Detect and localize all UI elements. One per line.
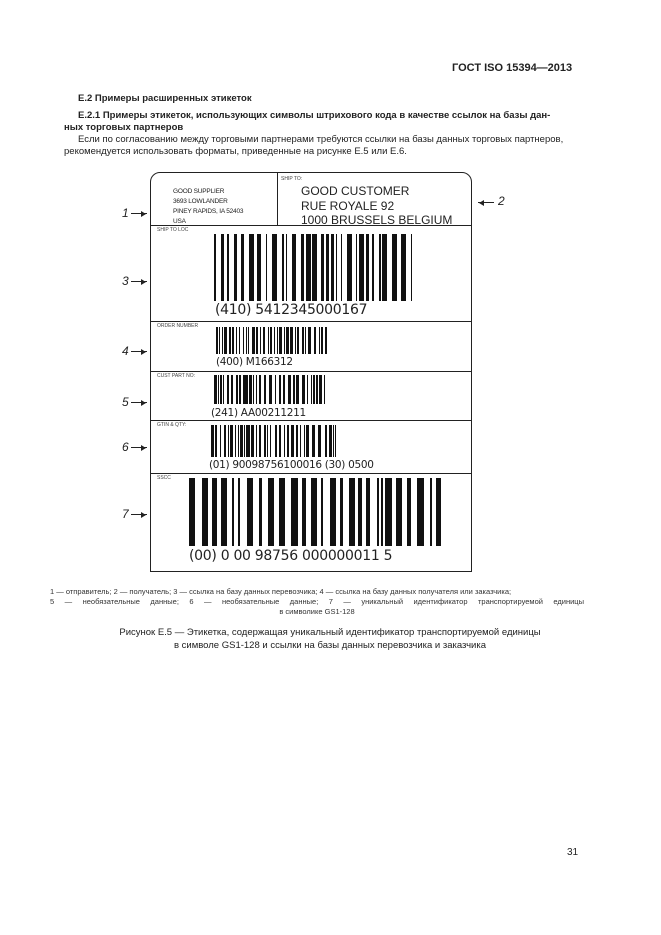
- barcode-bar: [245, 375, 248, 404]
- barcode-bar: [249, 375, 252, 404]
- section-caption: ORDER NUMBER: [157, 323, 199, 329]
- barcode-bar: [286, 327, 289, 354]
- barcode-bar: [309, 327, 311, 354]
- section-caption: SHIP TO LOC: [157, 227, 189, 233]
- barcode-bar: [212, 478, 216, 546]
- callout-4: 4: [122, 344, 129, 358]
- barcode-bar: [243, 327, 244, 354]
- barcode-bar: [312, 425, 315, 457]
- barcode-bar: [259, 425, 261, 457]
- barcode-bar: [259, 478, 261, 546]
- barcode-bar: [286, 234, 288, 301]
- barcode-bar: [239, 375, 241, 404]
- barcode-bar: [318, 425, 321, 457]
- barcode-bar: [246, 327, 248, 354]
- standard-header: ГОСТ ISO 15394—2013: [452, 62, 573, 74]
- section-title: Е.2 Примеры расширенных этикеток: [78, 93, 252, 104]
- barcode-bar: [381, 478, 383, 546]
- barcode-bar: [335, 425, 336, 457]
- barcode-bar: [260, 327, 261, 354]
- barcode-bar: [227, 234, 229, 301]
- barcode-bar: [263, 327, 265, 354]
- barcode-ship-to-loc: [214, 234, 414, 301]
- barcode-bar: [333, 425, 334, 457]
- barcode-bar: [292, 234, 295, 301]
- barcode-bar: [246, 425, 249, 457]
- ship-to-caption: SHIP TO:: [281, 176, 303, 182]
- barcode-text: (410) 5412345000167: [215, 302, 368, 318]
- divider: [277, 173, 278, 225]
- barcode-bar: [311, 478, 317, 546]
- barcode-cust-part: [214, 375, 325, 404]
- barcode-bar: [220, 375, 223, 404]
- barcode-bar: [236, 327, 237, 354]
- legend-line: 5 — необязательные данные; 6 — необязательные данные; 7 — уникальный идентификатор транспортируемой единицы: [50, 597, 584, 606]
- customer-line: 1000 BRUSSELS BELGIUM: [301, 213, 453, 227]
- subsection-title-cont: ных торговых партнеров: [64, 122, 184, 133]
- barcode-bar: [279, 425, 281, 457]
- barcode-bar: [396, 478, 402, 546]
- barcode-bar: [417, 478, 423, 546]
- barcode-bar: [308, 327, 309, 354]
- barcode-bar: [270, 375, 272, 404]
- barcode-bar: [379, 234, 381, 301]
- barcode-bar: [267, 425, 268, 457]
- barcode-bar: [288, 375, 291, 404]
- callout-6: 6: [122, 440, 129, 454]
- divider: [151, 420, 471, 421]
- figure-legend: [50, 587, 584, 617]
- divider: [151, 371, 471, 372]
- barcode-bar: [341, 234, 343, 301]
- barcode-bar: [232, 478, 234, 546]
- barcode-bar: [356, 234, 358, 301]
- callout-3: 3: [122, 274, 129, 288]
- arrow-icon: [478, 202, 494, 203]
- barcode-bar: [189, 478, 195, 546]
- barcode-bar: [301, 234, 304, 301]
- barcode-bar: [321, 327, 323, 354]
- barcode-bar: [382, 234, 387, 301]
- arrow-icon: [131, 351, 147, 352]
- barcode-bar: [249, 234, 254, 301]
- callout-2: 2: [498, 194, 505, 208]
- section-caption: SSCC: [157, 475, 171, 481]
- barcode-bar: [290, 327, 293, 354]
- barcode-bar: [268, 478, 274, 546]
- barcode-bar: [385, 478, 391, 546]
- supplier-line: USA: [173, 218, 186, 225]
- paragraph: Если по согласованию между торговыми партнерами требуются ссылки на базы данных торговых партнеров,: [78, 134, 564, 145]
- section-caption: GTIN & QTY:: [157, 422, 187, 428]
- barcode-bar: [270, 327, 273, 354]
- barcode-bar: [232, 327, 235, 354]
- barcode-bar: [274, 327, 275, 354]
- arrow-icon: [131, 402, 147, 403]
- barcode-bar: [305, 327, 306, 354]
- barcode-bar: [279, 375, 281, 404]
- barcode-bar: [230, 425, 233, 457]
- barcode-bar: [430, 478, 432, 546]
- barcode-bar: [221, 234, 224, 301]
- supplier-line: GOOD SUPPLIER: [173, 188, 225, 195]
- barcode-bar: [238, 425, 239, 457]
- arrow-icon: [131, 281, 147, 282]
- divider: [151, 473, 471, 474]
- barcode-bar: [302, 478, 306, 546]
- barcode-text: (241) AA00211211: [211, 407, 306, 419]
- barcode-bar: [411, 234, 413, 301]
- barcode-bar: [231, 375, 234, 404]
- barcode-bar: [311, 375, 312, 404]
- barcode-bar: [359, 234, 364, 301]
- arrow-icon: [131, 213, 147, 214]
- caption-line: Рисунок Е.5 — Этикетка, содержащая уникальный идентификатор транспортируемой единицы: [119, 627, 541, 638]
- barcode-bar: [291, 425, 294, 457]
- barcode-bar: [282, 234, 284, 301]
- barcode-bar: [227, 375, 229, 404]
- arrow-icon: [131, 514, 147, 515]
- barcode-bar: [224, 327, 227, 354]
- barcode-bar: [239, 327, 240, 354]
- barcode-bar: [312, 234, 317, 301]
- barcode-bar: [257, 234, 260, 301]
- barcode-bar: [366, 478, 370, 546]
- barcode-bar: [293, 375, 296, 404]
- barcode-bar: [256, 327, 258, 354]
- barcode-bar: [279, 327, 282, 354]
- barcode-bar: [325, 425, 327, 457]
- barcode-bar: [244, 425, 245, 457]
- barcode-bar: [358, 478, 362, 546]
- barcode-bar: [300, 425, 301, 457]
- barcode-bar: [264, 425, 266, 457]
- barcode-bar: [330, 478, 336, 546]
- section-caption: CUST PART NO:: [157, 373, 195, 379]
- customer-line: RUE ROYALE 92: [301, 198, 395, 213]
- barcode-bar: [202, 478, 208, 546]
- barcode-bar: [279, 478, 285, 546]
- barcode-bar: [284, 327, 286, 354]
- barcode-bar: [302, 327, 304, 354]
- barcode-bar: [256, 375, 258, 404]
- barcode-bar: [236, 375, 238, 404]
- barcode-bar: [321, 478, 323, 546]
- barcode-bar: [324, 375, 325, 404]
- figure-caption: [60, 626, 600, 652]
- barcode-bar: [220, 425, 221, 457]
- barcode-bar: [325, 327, 327, 354]
- barcode-bar: [304, 425, 305, 457]
- shipping-label: [150, 172, 472, 572]
- barcode-bar: [366, 234, 369, 301]
- barcode-bar: [297, 327, 299, 354]
- divider: [151, 225, 471, 226]
- caption-line: в символе GS1-128 и ссылки на базы данных перевозчика и заказчика: [173, 640, 487, 651]
- barcode-bar: [291, 478, 297, 546]
- barcode-bar: [331, 234, 334, 301]
- barcode-bar: [219, 327, 220, 354]
- barcode-bar: [215, 425, 217, 457]
- barcode-bar: [347, 234, 352, 301]
- paragraph-cont: рекомендуется использовать форматы, приведенные на рисунке Е.5 или Е.6.: [64, 146, 407, 157]
- barcode-bar: [392, 234, 397, 301]
- barcode-bar: [253, 375, 254, 404]
- barcode-bar: [259, 375, 261, 404]
- supplier-line: PINEY RAPIDS, IA 52403: [173, 208, 244, 215]
- barcode-text: (400) M166312: [216, 356, 293, 368]
- barcode-bar: [306, 234, 311, 301]
- subsection-title: Е.2.1 Примеры этикеток, использующих символы штрихового кода в качестве ссылок на базы дан-: [78, 110, 551, 121]
- barcode-bar: [252, 327, 255, 354]
- arrow-icon: [131, 447, 147, 448]
- barcode-bar: [307, 375, 309, 404]
- barcode-bar: [302, 375, 305, 404]
- barcode-bar: [306, 425, 309, 457]
- barcode-bar: [275, 425, 277, 457]
- barcode-bar: [241, 234, 244, 301]
- barcode-bar: [222, 327, 224, 354]
- barcode-bar: [326, 234, 329, 301]
- barcode-bar: [316, 375, 318, 404]
- barcode-bar: [321, 234, 324, 301]
- barcode-text: (01) 90098756100016 (30) 0500: [209, 459, 374, 471]
- barcode-bar: [436, 478, 440, 546]
- barcode-bar: [251, 425, 254, 457]
- barcode-text: (00) 0 00 98756 000000011 5: [189, 548, 393, 564]
- page-number: 31: [567, 847, 579, 858]
- barcode-bar: [319, 327, 320, 354]
- barcode-bar: [216, 327, 218, 354]
- barcode-bar: [229, 327, 231, 354]
- supplier-address: [173, 187, 243, 227]
- barcode-bar: [256, 425, 257, 457]
- barcode-bar: [287, 425, 289, 457]
- barcode-bar: [234, 234, 237, 301]
- customer-line: GOOD CUSTOMER: [301, 184, 410, 198]
- supplier-line: 3693 LOWLANDER: [173, 198, 228, 205]
- barcode-sscc: [189, 478, 445, 546]
- callout-1: 1: [122, 206, 129, 220]
- barcode-bar: [218, 375, 219, 404]
- barcode-bar: [407, 478, 411, 546]
- barcode-bar: [211, 425, 214, 457]
- barcode-bar: [283, 375, 285, 404]
- barcode-bar: [284, 425, 285, 457]
- barcode-bar: [269, 375, 270, 404]
- barcode-order-number: [216, 327, 327, 354]
- barcode-bar: [268, 327, 269, 354]
- barcode-bar: [336, 234, 338, 301]
- barcode-bar: [235, 425, 236, 457]
- barcode-bar: [340, 478, 342, 546]
- legend-line: 1 — отправитель; 2 — получатель; 3 — ссылка на базу данных перевозчика; 4 — ссылка на базу данных получателя или заказчика;: [50, 587, 512, 596]
- barcode-bar: [224, 425, 226, 457]
- barcode-bar: [296, 425, 298, 457]
- barcode-bar: [313, 375, 315, 404]
- customer-address: [301, 184, 452, 228]
- barcode-bar: [349, 478, 355, 546]
- divider: [151, 321, 471, 322]
- barcode-bar: [296, 375, 299, 404]
- barcode-bar: [377, 478, 379, 546]
- barcode-bar: [266, 234, 268, 301]
- barcode-bar: [275, 375, 276, 404]
- barcode-bar: [238, 478, 240, 546]
- barcode-gtin-qty: [211, 425, 336, 457]
- barcode-bar: [319, 375, 322, 404]
- barcode-bar: [314, 327, 316, 354]
- barcode-bar: [272, 234, 277, 301]
- callout-5: 5: [122, 395, 129, 409]
- barcode-bar: [329, 425, 332, 457]
- barcode-bar: [223, 375, 224, 404]
- barcode-bar: [247, 478, 253, 546]
- barcode-bar: [221, 478, 227, 546]
- barcode-bar: [214, 375, 217, 404]
- barcode-bar: [228, 425, 229, 457]
- barcode-bar: [270, 425, 271, 457]
- barcode-bar: [372, 234, 374, 301]
- barcode-bar: [240, 425, 243, 457]
- barcode-bar: [264, 375, 266, 404]
- barcode-bar: [248, 327, 249, 354]
- legend-line: в символике GS1-128: [279, 607, 355, 616]
- barcode-bar: [214, 234, 216, 301]
- barcode-bar: [401, 234, 406, 301]
- barcode-bar: [243, 375, 245, 404]
- callout-7: 7: [122, 507, 129, 521]
- barcode-bar: [277, 327, 278, 354]
- barcode-bar: [295, 327, 296, 354]
